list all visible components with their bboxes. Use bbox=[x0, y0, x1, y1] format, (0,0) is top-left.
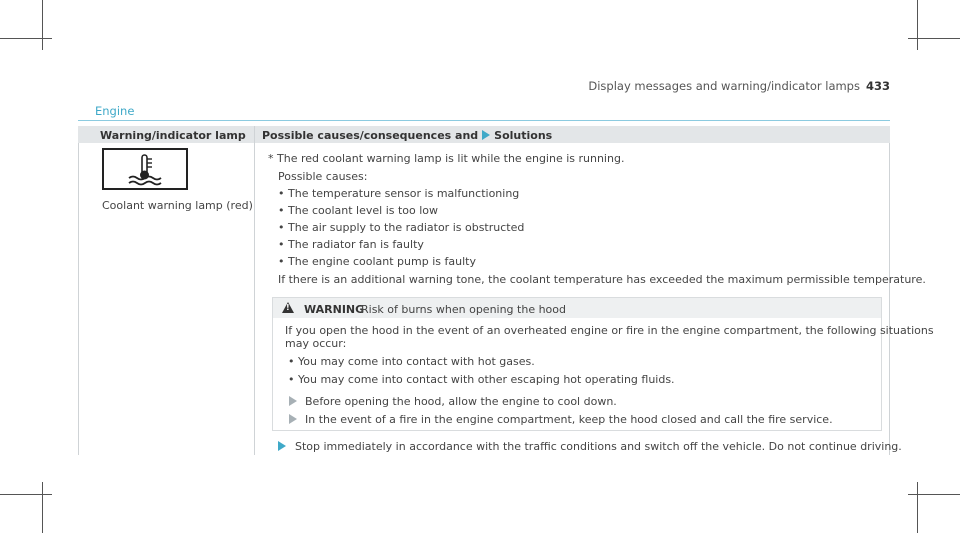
warning-title: WARNING bbox=[304, 303, 365, 316]
warning-bullet: • You may come into contact with hot gases. bbox=[298, 355, 535, 368]
crop-mark bbox=[42, 0, 43, 50]
header-title: Display messages and warning/indicator lamps bbox=[588, 79, 860, 93]
warning-step: In the event of a fire in the engine compartment, keep the hood closed and call the fire service. bbox=[305, 413, 833, 426]
crop-mark bbox=[917, 0, 918, 50]
exceeded-text: If there is an additional warning tone, the coolant temperature has exceeded the maximum permissible temperature. bbox=[278, 273, 926, 286]
causes-label: Possible causes: bbox=[278, 170, 368, 183]
intro-text: * The red coolant warning lamp is lit while the engine is running. bbox=[268, 152, 625, 165]
column-header-lamp: Warning/indicator lamp bbox=[100, 129, 246, 142]
arrow-icon bbox=[482, 130, 490, 140]
section-rule bbox=[78, 120, 890, 121]
crop-mark bbox=[917, 482, 918, 533]
step-arrow-icon bbox=[278, 441, 286, 451]
warning-body: If you open the hood in the event of an overheated engine or fire in the engine compartment, the following situations bbox=[285, 324, 934, 337]
table-divider bbox=[78, 143, 79, 455]
page-number: 433 bbox=[865, 79, 890, 93]
lamp-label: Coolant warning lamp (red) bbox=[102, 199, 253, 212]
column-header-causes-text: Possible causes/consequences and bbox=[262, 129, 479, 142]
warning-triangle-icon bbox=[282, 302, 294, 313]
running-header bbox=[588, 79, 890, 93]
warning-body: may occur: bbox=[285, 337, 347, 350]
warning-bullet: • You may come into contact with other escaping hot operating fluids. bbox=[298, 373, 675, 386]
warning-description: Risk of burns when opening the hood bbox=[361, 303, 567, 316]
table-divider bbox=[889, 143, 890, 455]
column-header-solutions: Solutions bbox=[494, 129, 553, 142]
final-step: Stop immediately in accordance with the traffic conditions and switch off the vehicle. Do not continue driving. bbox=[295, 440, 902, 453]
column-header-causes bbox=[262, 129, 552, 142]
crop-mark bbox=[908, 494, 960, 495]
cause-item: • The radiator fan is faulty bbox=[288, 238, 424, 251]
crop-mark bbox=[0, 494, 52, 495]
cause-item: • The temperature sensor is malfunctioning bbox=[288, 187, 519, 200]
cause-item: • The coolant level is too low bbox=[288, 204, 438, 217]
table-divider bbox=[254, 126, 255, 455]
warning-step: Before opening the hood, allow the engine to cool down. bbox=[305, 395, 617, 408]
crop-mark bbox=[42, 482, 43, 533]
cause-item: • The engine coolant pump is faulty bbox=[288, 255, 476, 268]
coolant-temperature-icon bbox=[102, 148, 188, 190]
step-arrow-icon bbox=[289, 396, 297, 406]
crop-mark bbox=[908, 38, 960, 39]
crop-mark bbox=[0, 38, 52, 39]
step-arrow-icon bbox=[289, 414, 297, 424]
section-title: Engine bbox=[95, 104, 135, 118]
cause-item: • The air supply to the radiator is obstructed bbox=[288, 221, 524, 234]
coolant-temperature-glyph bbox=[104, 150, 186, 188]
